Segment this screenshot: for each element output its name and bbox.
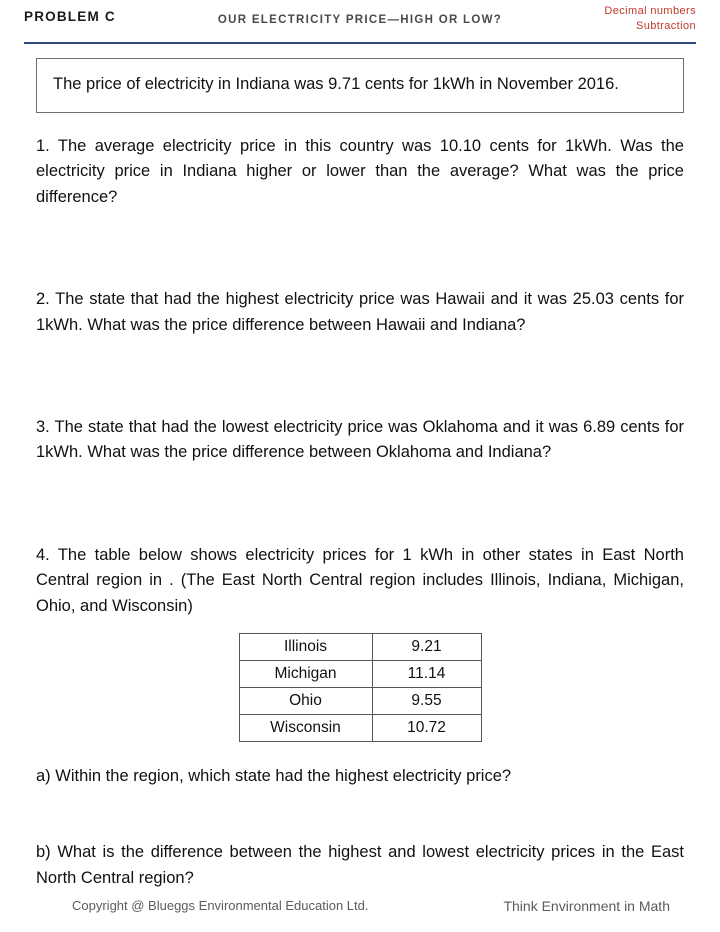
- table-row: [239, 661, 481, 688]
- table-cell-price: 9.55: [372, 688, 481, 715]
- state-price-table: [239, 633, 482, 742]
- question-3: 3. The state that had the lowest electricity price was Oklahoma and it was 6.89 cents for 1kWh. What was the price difference between Oklahoma and Indiana?: [36, 417, 684, 462]
- topic-line-2: Subtraction: [635, 19, 696, 32]
- state-price-table-wrapper: [36, 633, 684, 742]
- table-row: [239, 715, 481, 742]
- question-1: 1. The average electricity price in this country was 10.10 cents for 1kWh. Was the electricity price in Indiana higher or lower than the average? What was the price difference?: [36, 136, 684, 206]
- question-4: 4. The table below shows electricity prices for 1 kWh in other states in East North Central region in . (The East North Central region includes Illinois, Indiana, Michigan, Ohio, and Wisconsin): [36, 545, 684, 615]
- page-header: [0, 0, 720, 44]
- problem-label: PROBLEM C: [24, 9, 116, 24]
- footer-tagline: Think Environment in Math: [503, 898, 670, 914]
- table-cell-state: Michigan: [239, 661, 372, 688]
- worksheet-content: [36, 58, 684, 891]
- footer-copyright: Copyright @ Blueggs Environmental Education Ltd.: [72, 898, 369, 913]
- table-cell-state: Wisconsin: [239, 715, 372, 742]
- header-divider: [24, 42, 696, 44]
- table-cell-state: Illinois: [239, 634, 372, 661]
- table-cell-price: 9.21: [372, 634, 481, 661]
- table-cell-price: 10.72: [372, 715, 481, 742]
- prompt-box: The price of electricity in Indiana was 9.71 cents for 1kWh in November 2016.: [36, 58, 684, 113]
- page-title: OUR ELECTRICITY PRICE—HIGH OR LOW?: [217, 14, 503, 26]
- table-cell-price: 11.14: [372, 661, 481, 688]
- question-4a: a) Within the region, which state had the highest electricity price?: [36, 767, 512, 786]
- table-row: [239, 688, 481, 715]
- table-row: [239, 634, 481, 661]
- question-2: 2. The state that had the highest electricity price was Hawaii and it was 25.03 cents for 1kWh. What was the price difference between Hawaii and Indiana?: [36, 290, 684, 334]
- table-cell-state: Ohio: [239, 688, 372, 715]
- page-footer: [36, 898, 684, 924]
- topic-line-1: Decimal numbers: [604, 5, 696, 17]
- question-4b: b) What is the difference between the highest and lowest electricity prices in the East North Central region?: [36, 842, 684, 887]
- topic-tag: [604, 4, 696, 34]
